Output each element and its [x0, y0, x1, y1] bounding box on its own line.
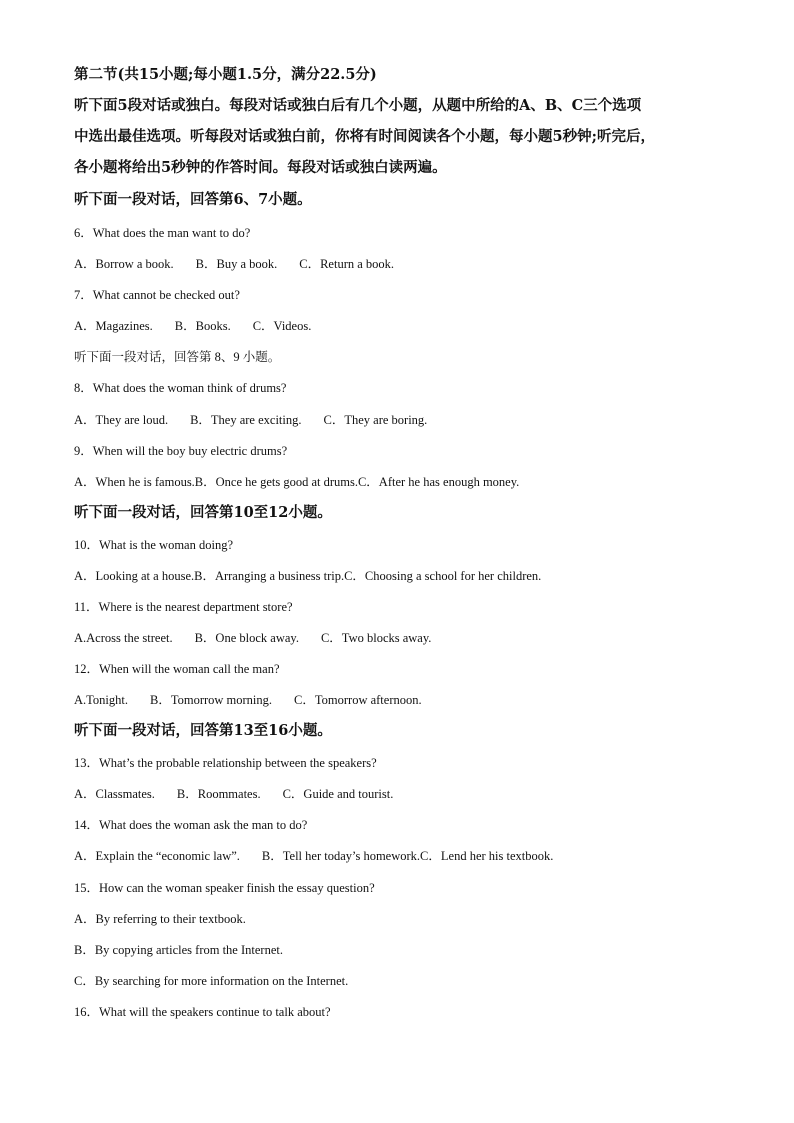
- option-12a: A.Tonight.: [74, 693, 128, 707]
- question-10: 10．What is the woman doing?: [74, 538, 233, 552]
- options-7: [74, 318, 311, 334]
- options-6: [74, 256, 394, 272]
- options-12: [74, 692, 422, 708]
- option-8c: C．They are boring.: [323, 413, 428, 427]
- question-11: 11．Where is the nearest department store?: [74, 600, 293, 614]
- question-15: 15．How can the woman speaker finish the essay question?: [74, 881, 375, 895]
- option-7c: C．Videos.: [252, 319, 312, 333]
- group-heading-2: 听下面一段对话，回答第 8、9 小题。: [74, 350, 281, 364]
- option-13b: B．Roommates.: [176, 787, 261, 801]
- options-13: [74, 786, 393, 802]
- option-13a: A．Classmates.: [74, 787, 155, 801]
- option-7a: A．Magazines.: [74, 319, 153, 333]
- instruction-line-3: 各小题将给出5秒钟的作答时间。每段对话或独白读两遍。: [74, 159, 447, 176]
- option-15c: C．By searching for more information on the Internet.: [74, 974, 349, 988]
- option-15b: B．By copying articles from the Internet.: [74, 943, 283, 957]
- option-6c: C．Return a book.: [299, 257, 395, 271]
- question-6: 6．What does the man want to do?: [74, 226, 251, 240]
- group-heading-4: 听下面一段对话，回答第13至16小题。: [74, 722, 332, 739]
- option-8a: A．They are loud.: [74, 413, 169, 427]
- question-14: 14．What does the woman ask the man to do?: [74, 818, 308, 832]
- option-8b: B．They are exciting.: [190, 413, 302, 427]
- option-11a: A.Across the street.: [74, 631, 173, 645]
- section-title: 第二节(共15小题;每小题1.5分，满分22.5分): [74, 66, 377, 83]
- question-7: 7．What cannot be checked out?: [74, 288, 240, 302]
- instruction-line-2: 中选出最佳选项。听每段对话或独白前，你将有时间阅读各个小题，每小题5秒钟;听完后，: [74, 128, 655, 145]
- options-11: [74, 630, 431, 646]
- option-15a: A．By referring to their textbook.: [74, 912, 246, 926]
- options-14: [74, 848, 553, 864]
- instruction-line-1: 听下面5段对话或独白。每段对话或独白后有几个小题，从题中所给的A、B、C三个选项: [74, 97, 642, 114]
- options-10: A．Looking at a house.B．Arranging a business trip.C．Choosing a school for her children.: [74, 569, 542, 583]
- option-12c: C．Tomorrow afternoon.: [294, 693, 422, 707]
- option-14a: A．Explain the “economic law”.: [74, 849, 240, 863]
- question-8: 8．What does the woman think of drums?: [74, 381, 287, 395]
- option-12b: B．Tomorrow morning.: [150, 693, 273, 707]
- option-13c: C．Guide and tourist.: [282, 787, 394, 801]
- option-11c: C．Two blocks away.: [320, 631, 432, 645]
- question-16: 16．What will the speakers continue to talk about?: [74, 1005, 331, 1019]
- question-13: 13．What’s the probable relationship between the speakers?: [74, 756, 377, 770]
- option-14b: B．Tell her today’s homework.C．Lend her his textbook.: [261, 849, 554, 863]
- options-9: A．When he is famous.B．Once he gets good at drums.C．After he has enough money.: [74, 475, 520, 489]
- question-12: 12．When will the woman call the man?: [74, 662, 280, 676]
- option-6a: A．Borrow a book.: [74, 257, 174, 271]
- question-9: 9．When will the boy buy electric drums?: [74, 444, 288, 458]
- group-heading-3: 听下面一段对话，回答第10至12小题。: [74, 504, 332, 521]
- option-6b: B．Buy a book.: [195, 257, 278, 271]
- options-8: [74, 412, 427, 428]
- group-heading-1: 听下面一段对话，回答第6、7小题。: [74, 191, 312, 208]
- option-7b: B．Books.: [174, 319, 231, 333]
- option-11b: B．One block away.: [194, 631, 299, 645]
